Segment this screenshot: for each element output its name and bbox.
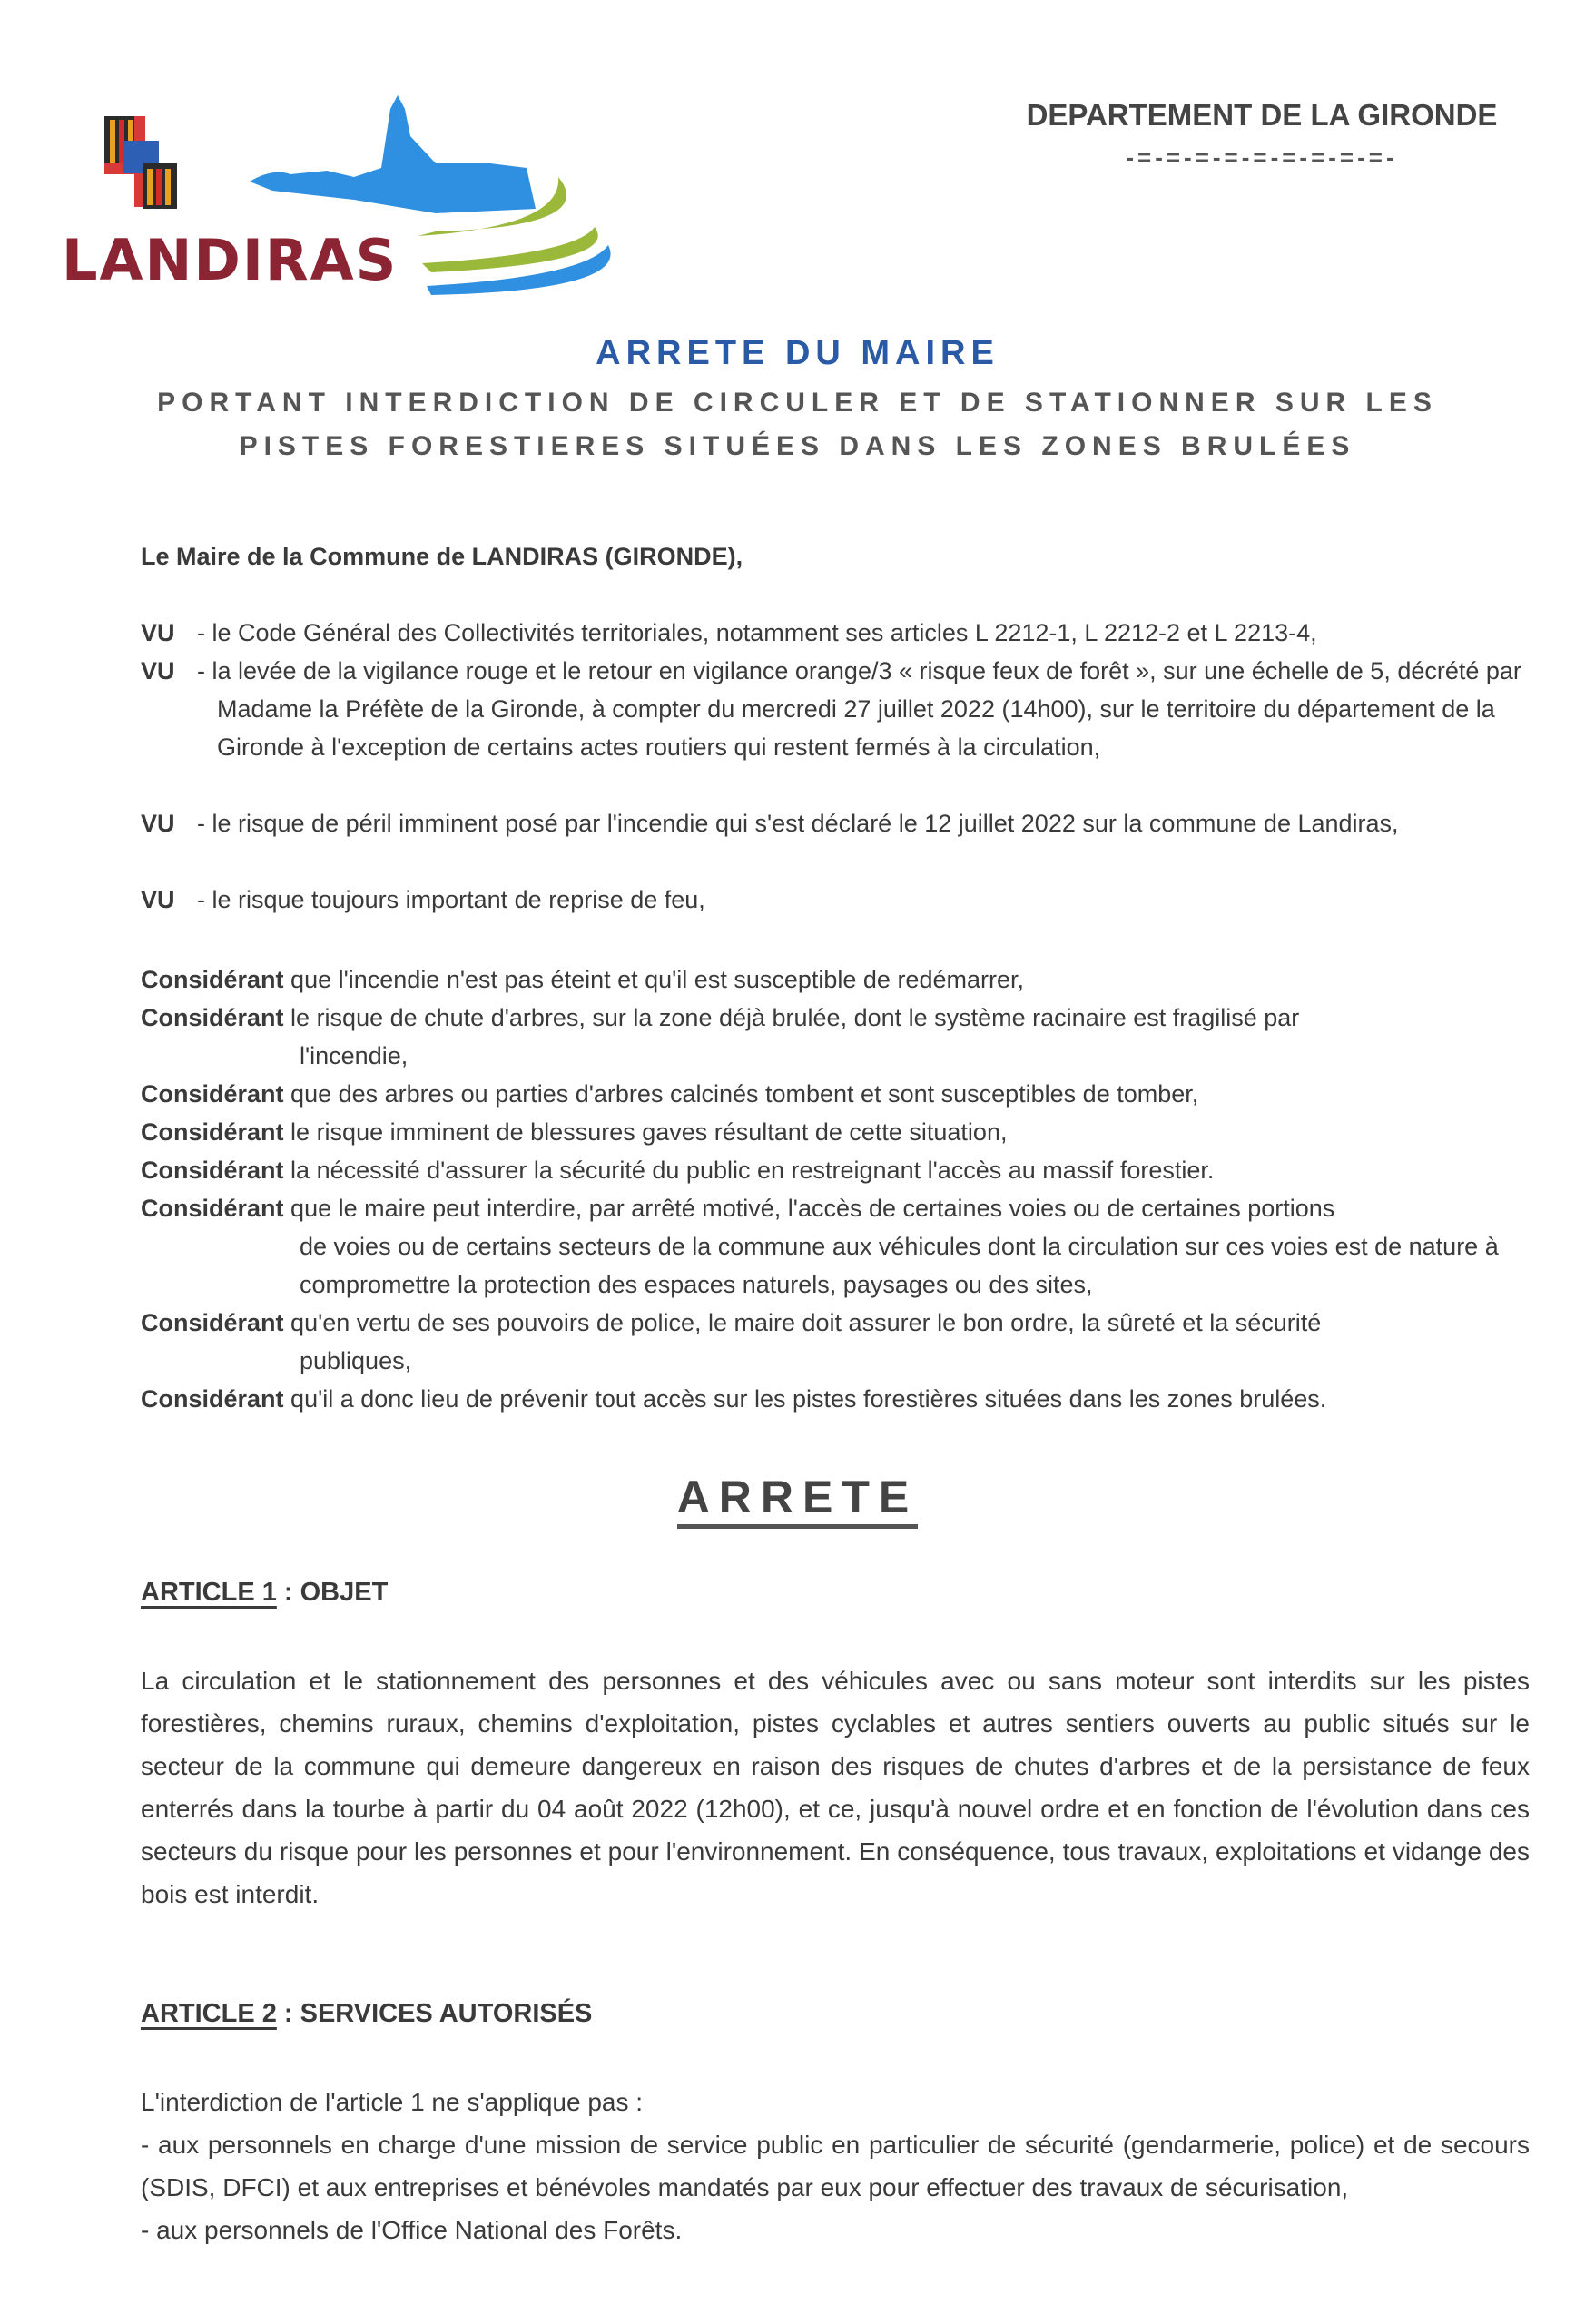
considerant-clause <box>141 960 1530 999</box>
article-2-item: - aux personnels en charge d'une mission de service public en particulier de sécurité (gendarmerie, police) et de secours (SDIS, DFCI) et aux entreprises et bénévoles mandatés par eux pour effectuer des travaux de sécurisation, <box>141 2131 1530 2201</box>
considerant-text: la nécessité d'assurer la sécurité du public en restreignant l'accès au massif forestier. <box>290 1157 1215 1184</box>
logo-wordmark: LANDIRAS <box>62 227 399 293</box>
considerant-text: le risque de chute d'arbres, sur la zone déjà brulée, dont le système racinaire est fragilisé par <box>290 1004 1300 1031</box>
considerant-text: qu'il a donc lieu de prévenir tout accès sur les pistes forestières situées dans les zones brulées. <box>290 1385 1327 1413</box>
vu-clause <box>141 804 1530 842</box>
arrete-heading-text: ARRETE <box>677 1472 919 1529</box>
department-header: DEPARTEMENT DE LA GIRONDE <box>1026 98 1498 132</box>
considerant-label: Considérant <box>141 1195 284 1222</box>
mayor-intro: Le Maire de la Commune de LANDIRAS (GIRONDE), <box>141 543 743 570</box>
swoosh-icon <box>413 227 631 300</box>
article-2-label: ARTICLE 2 <box>141 1999 277 2028</box>
vu-clause <box>141 652 1530 766</box>
article-1-label: ARTICLE 1 <box>141 1578 277 1607</box>
vu-label: VU <box>141 619 175 646</box>
arrete-heading <box>0 1471 1595 1523</box>
vu-label: VU <box>141 657 175 684</box>
considerant-clause <box>141 1380 1530 1418</box>
article-2-body <box>141 2081 1530 2251</box>
considerant-clause <box>141 999 1530 1075</box>
article-2-heading <box>141 1999 592 2029</box>
article-1-title: OBJET <box>300 1578 389 1607</box>
considerant-text: que le maire peut interdire, par arrêté motivé, l'accès de certaines voies ou de certaines portions <box>290 1195 1335 1222</box>
considerant-clause <box>141 1304 1530 1380</box>
article-2-title: SERVICES AUTORISÉS <box>300 1999 593 2028</box>
vu-text-content: - le risque de péril imminent posé par l'incendie qui s'est déclaré le 12 juillet 2022 sur la commune de Landiras, <box>197 810 1399 837</box>
considerant-label: Considérant <box>141 966 284 993</box>
article-2-separator: : <box>276 1999 300 2028</box>
vu-label: VU <box>141 810 175 837</box>
document-subtitle <box>91 381 1504 468</box>
vu-text <box>197 804 1530 842</box>
vu-clause <box>141 881 1530 919</box>
considerant-clause <box>141 1075 1530 1113</box>
vu-text: - le risque toujours important de reprise de feu, <box>197 886 705 913</box>
considerant-label: Considérant <box>141 1080 284 1108</box>
considerant-text: que des arbres ou parties d'arbres calcinés tombent et sont susceptibles de tomber, <box>290 1080 1199 1108</box>
article-2-intro: L'interdiction de l'article 1 ne s'applique pas : <box>141 2088 644 2116</box>
subtitle-line-2: PISTES FORESTIERES SITUÉES DANS LES ZONES BRULÉES <box>239 431 1356 461</box>
considerant-clause <box>141 1189 1530 1304</box>
subtitle-line-1: PORTANT INTERDICTION DE CIRCULER ET DE STATIONNER SUR LES <box>157 388 1438 418</box>
article-1-separator: : <box>276 1578 300 1607</box>
considerant-text: le risque imminent de blessures gaves résultant de cette situation, <box>290 1118 1008 1146</box>
vu-text <box>197 652 1530 766</box>
coat-of-arms-and-skyline-icon <box>54 91 617 236</box>
vu-text-content: - la levée de la vigilance rouge et le retour en vigilance orange/3 « risque feux de forêt », sur une échelle de 5, décrété par Madame la Préfète de la Gironde, à compter du mercredi 27 juillet 2022 (14h00), sur le territoire du département de la Gironde à l'exception de certains actes routiers qui restent fermés à la circulation, <box>197 657 1521 761</box>
article-1-heading <box>141 1578 388 1608</box>
considerant-clause <box>141 1113 1530 1151</box>
considerant-label: Considérant <box>141 1004 284 1031</box>
article-2-item: - aux personnels de l'Office National des Forêts. <box>141 2216 683 2244</box>
considerant-label: Considérant <box>141 1385 284 1413</box>
vu-label: VU <box>141 886 175 913</box>
considerant-label: Considérant <box>141 1118 284 1146</box>
considerant-clause <box>141 1151 1530 1189</box>
vu-text: - le Code Général des Collectivités territoriales, notamment ses articles L 2212-1, L 2212-2 et L 2213-4, <box>197 619 1317 646</box>
article-1-text: La circulation et le stationnement des personnes et des véhicules avec ou sans moteur sont interdits sur les pistes forestières, chemins ruraux, chemins d'exploitation, pistes cyclables et autres sentiers ouverts au public situés sur le secteur de la commune qui demeure dangereux en raison des risques de chutes d'arbres et de la persistance de feux enterrés dans la tourbe à partir du 04 août 2022 (12h00), et ce, jusqu'à nouvel ordre et en fonction de l'évolution dans ces secteurs du risque pour les personnes et pour l'environnement. En conséquence, tous travaux, exploitations et vidange des bois est interdit. <box>141 1667 1530 1908</box>
department-divider: -=-=-=-=-=-=-=-=-=- <box>1126 143 1398 171</box>
considerant-label: Considérant <box>141 1157 284 1184</box>
considerant-text: que l'incendie n'est pas éteint et qu'il est susceptible de redémarrer, <box>290 966 1024 993</box>
considerant-continuation: publiques, <box>300 1347 412 1374</box>
considerant-continuation: de voies ou de certains secteurs de la commune aux véhicules dont la circulation sur ces voies est de nature à compromettre la protection des espaces naturels, paysages ou des sites, <box>300 1233 1499 1298</box>
vu-clause <box>141 614 1530 652</box>
considerant-label: Considérant <box>141 1309 284 1336</box>
landiras-logo <box>54 91 617 300</box>
considerant-text: qu'en vertu de ses pouvoirs de police, le maire doit assurer le bon ordre, la sûreté et la sécurité <box>290 1309 1322 1336</box>
considerant-continuation: l'incendie, <box>300 1042 409 1069</box>
document-title: ARRETE DU MAIRE <box>596 334 999 372</box>
